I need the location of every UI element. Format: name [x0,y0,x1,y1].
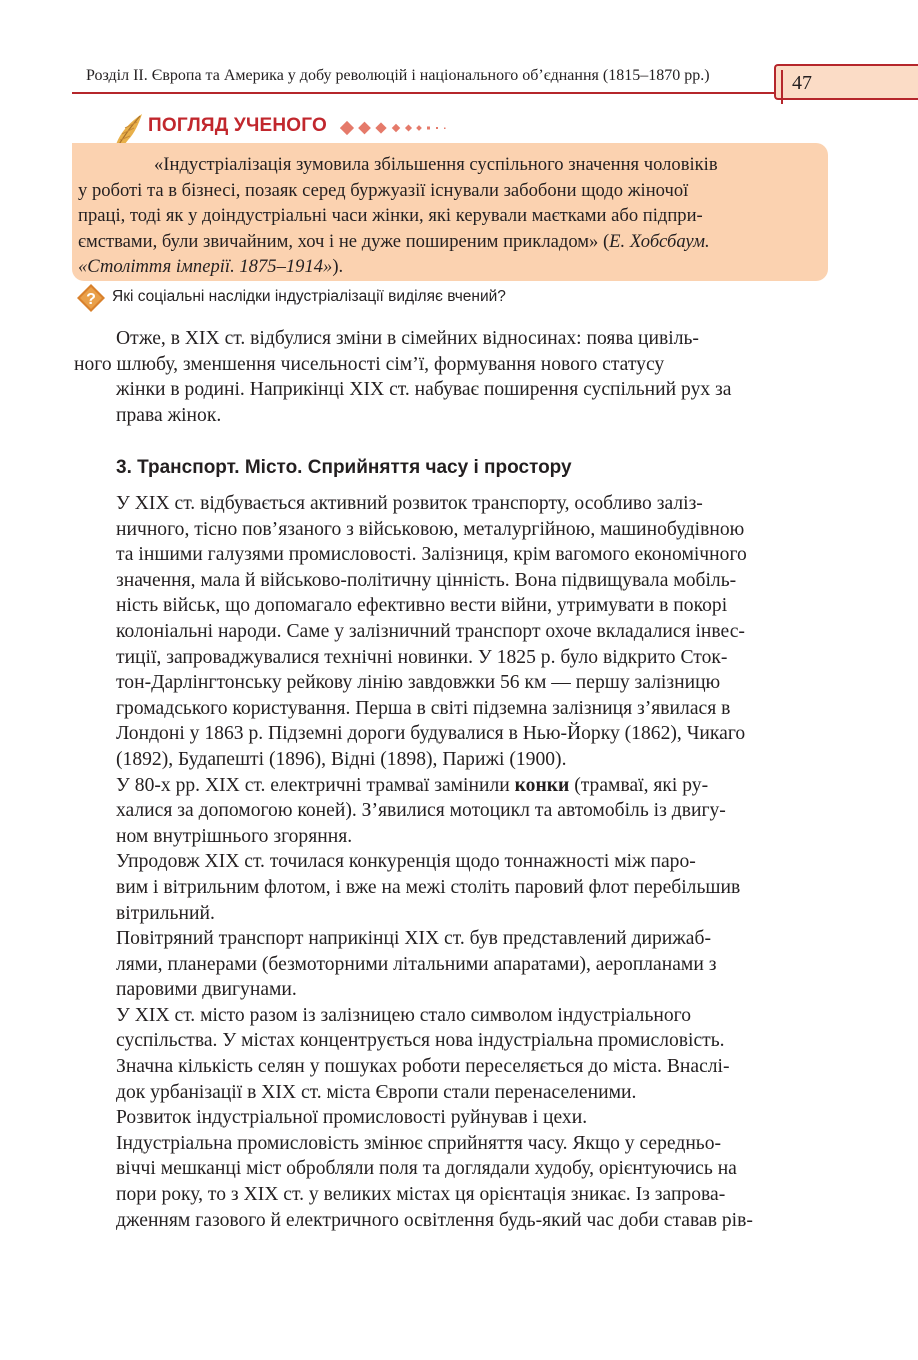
page-number: 47 [792,72,812,94]
text-line: тиції, запроваджувалися технічні новинки. У 1825 р. було відкрито Сток- [116,646,728,668]
text-line: дженням газового й електричного освітлення будь-який час доби ставав рів- [116,1209,753,1231]
page-number-tab [774,64,918,100]
text-line: права жінок. [116,404,222,426]
text-line: лями, планерами (безмоторними літальними апаратами), аеропланами з [116,953,717,975]
text-line: ного шлюбу, зменшення чисельності сім’ї, формування нового статусу [74,353,665,375]
quote-source: «Століття імперії. 1875–1914» [78,256,333,277]
text-line: суспільства. У містах концентрується нова індустріальна промисловість. [116,1030,725,1052]
text-line: док урбанізації в ХІХ ст. міста Європи стали перенаселеними. [116,1081,637,1103]
quote-line: праці, тоді як у доіндустріальні часи жінки, які керували маєтками або підпри- [78,205,703,226]
text-line: тон-Дарлінгтонську рейкову лінію завдовжки 56 км — першу залізницю [116,672,721,694]
text-line: халися за допомогою коней). З’явилися мотоцикл та автомобіль із двигу- [116,800,726,822]
running-header [72,66,776,94]
text-line: Упродовж ХІХ ст. точилася конкуренція щодо тоннажності між паро- [116,851,696,873]
quote-author: Е. Хобсбаум. [609,230,710,252]
text-line: жінки в родині. Наприкінці ХІХ ст. набуває поширення суспільний рух за [116,379,732,401]
quote-line: ємствами, були звичайним, хоч і не дуже поширеним прикладом» ( [78,230,610,252]
box-title: ПОГЛЯД УЧЕНОГО [148,115,327,136]
section-heading: 3. Транспорт. Місто. Сприйняття часу і простору [116,457,572,478]
text-line: ничного, тісно пов’язаного з військовою, металургійною, машинобудівною [116,518,745,540]
text-line: ність військ, що допомагало ефективно вести війни, утримувати в покорі [116,595,728,617]
text-line: паровими двигунами. [116,979,297,1001]
text-line: віччі мешканці міст обробляли поля та доглядали худобу, орієнтуючись на [116,1158,737,1180]
scholar-quote-box [72,143,828,281]
quote-end: ). [332,256,344,277]
text-line: Отже, в ХІХ ст. відбулися зміни в сімейних відносинах: поява цивіль- [116,328,699,349]
text-line: ном внутрішнього згоряння. [116,825,353,847]
text-line: та іншими галузями промисловості. Залізниця, крім вагомого економічного [116,544,747,566]
paragraph [74,926,828,1003]
text-line: пори року, то з ХІХ ст. у великих містах ця орієнтація зникає. Із запрова- [116,1184,726,1206]
text-line: Індустріальна промисловість змінює сприйняття часу. Якщо у середньо- [116,1132,722,1154]
paragraph [74,1003,828,1105]
main-text [74,491,828,1233]
quote-line: «Індустріалізація зумовила збільшення суспільного значення чоловіків [154,154,718,175]
scholar-quote [78,152,814,280]
text-line: У ХІХ ст. відбувається активний розвиток транспорту, особливо заліз- [116,493,703,514]
svg-text:?: ? [86,291,96,308]
paragraph-intro [74,326,828,428]
text-line: У ХІХ ст. місто разом із залізницею стало символом індустріального [116,1004,692,1026]
term-konky: конки [514,774,570,796]
quote-line: у роботі та в бізнесі, позаяк серед буржуазії існували забобони щодо жіночої [78,179,689,201]
text-line: Лондоні у 1863 р. Підземні дороги будувалися в Нью-Йорку (1862), Чикаго [116,723,746,745]
paragraph [74,849,828,926]
question-icon [76,283,106,313]
text-line: Значна кількість селян у пошуках роботи переселяється до міста. Внаслі- [116,1056,730,1078]
paragraph [74,1131,828,1233]
text-line: вітрильний. [116,902,215,924]
chapter-title: Розділ ІІ. Європа та Америка у добу революцій і національного об’єднання (1815–1870 рр.) [86,67,710,84]
text-line: вим і вітрильним флотом, і вже на межі століть паровий флот перебільшив [116,876,741,898]
paragraph [74,1105,828,1131]
question-text: Які соціальні наслідки індустріалізації виділяє вчений? [112,288,506,305]
text-line: (1892), Будапешті (1896), Відні (1898), Парижі (1900). [116,748,567,770]
text-line: колоніальні народи. Саме у залізничний транспорт охоче вкладалися інвес- [116,620,745,642]
text-line: Повітряний транспорт наприкінці ХІХ ст. був представлений дирижаб- [116,928,711,950]
ornament-icon [340,120,460,136]
text-line: Розвиток індустріальної промисловості руйнував і цехи. [116,1107,588,1129]
text-line: значення, мала й військово-політичну цінність. Вона підвищувала мобіль- [116,569,737,591]
text-line: (трамваї, які ру- [569,774,709,796]
header-rule [72,92,776,94]
text-line: громадського користування. Перша в світі підземна залізниця з’явилася в [116,697,731,719]
paragraph [74,491,828,773]
paragraph [74,773,828,850]
text-line: У 80-х рр. ХІХ ст. електричні трамваї замінили [116,774,515,796]
